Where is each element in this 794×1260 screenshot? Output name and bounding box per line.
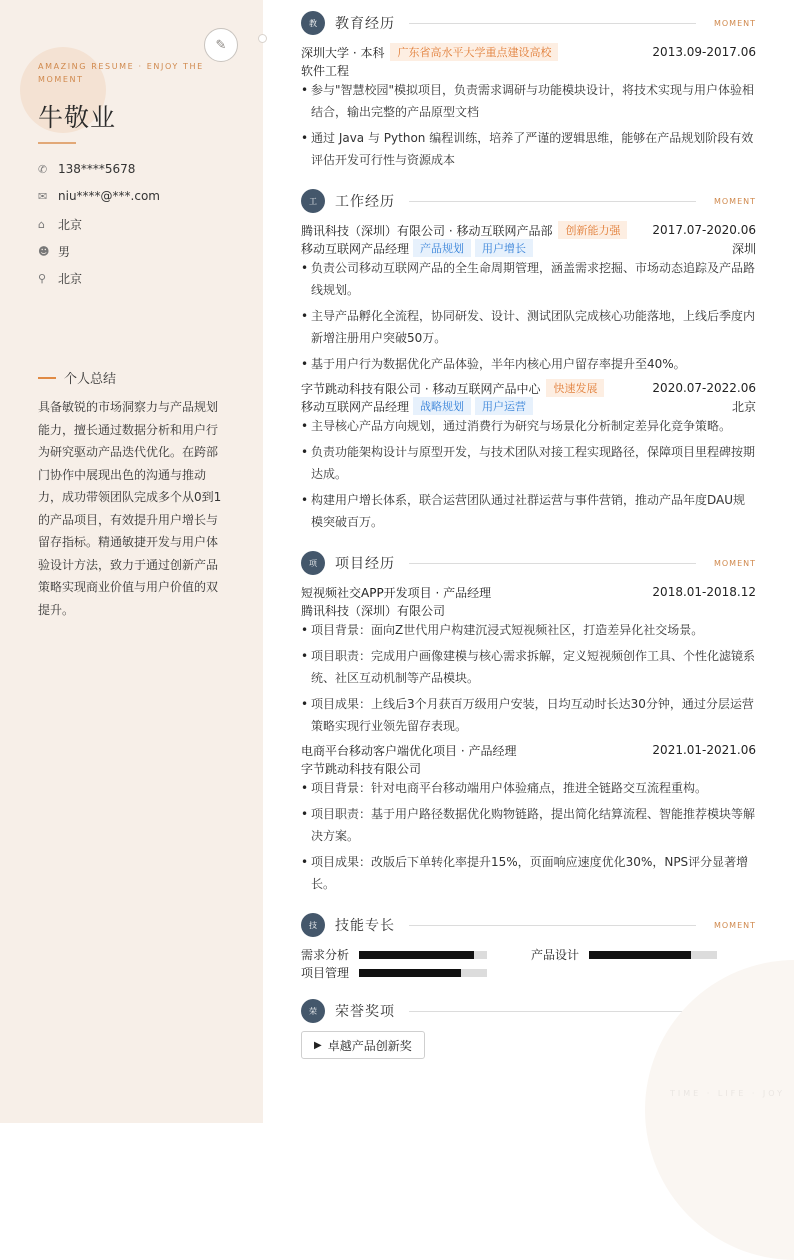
tagline: AMAZING RESUME · ENJOY THE MOMENT: [38, 62, 204, 84]
project-title: 短视频社交APP开发项目 · 产品经理: [301, 585, 492, 600]
job-header: [301, 222, 756, 238]
job-role: 移动互联网产品经理: [301, 399, 410, 414]
project-dates: 2018.01-2018.12: [652, 585, 756, 599]
list-item: • 主导核心产品方向规划，通过消费行为研究与场景化分析制定差异化竞争策略。: [301, 415, 756, 437]
skill-item: [301, 964, 487, 981]
project-header: [301, 584, 756, 600]
list-item: • 参与"智慧校园"模拟项目，负责需求调研与功能模块设计，将技术实现与用户体验相结合，输出完整的产品原型文档: [301, 79, 756, 123]
section-moment: MOMENT: [713, 196, 756, 206]
school-tag: 广东省高水平大学重点建设高校: [390, 43, 558, 61]
location-icon: ⚲: [38, 272, 47, 285]
phone-icon: ✆: [38, 162, 48, 176]
mail-icon: ✉: [38, 189, 48, 203]
contact-phone: [38, 162, 135, 176]
summary-text: 具备敏锐的市场洞察力与产品规划能力，擅长通过数据分析和用户行为研究驱动产品迭代优化。在跨部门协作中展现出色的沟通与推动力，成功带领团队完成多个从0到1的产品项目，有效提升用户增长与留存指标。精通敏捷开发与用户体验设计方法，致力于通过创新产品策略实现商业价值与用户价值的双提升。: [38, 400, 222, 617]
job-dates: 2017.07-2020.06: [652, 223, 756, 237]
project-badge-icon: 项: [301, 551, 325, 575]
list-item: • 项目背景：面向Z世代用户构建沉浸式短视频社区，打造差异化社交场景。: [301, 619, 756, 641]
project-title: 电商平台移动客户端优化项目 · 产品经理: [301, 743, 517, 758]
list-item: • 主导产品孵化全流程，协同研发、设计、测试团队完成核心功能落地，上线后季度内新增注册用户突破50万。: [301, 305, 756, 349]
role-tag: 产品规划: [413, 239, 471, 257]
skill-name: 需求分析: [301, 948, 350, 962]
contact-home: [38, 216, 82, 233]
section-title: 项目经历: [335, 556, 395, 572]
list-item: • 项目成果：上线后3个月获百万级用户安装，日均互动时长达30分钟，通过分层运营策略实现行业领先留存表现。: [301, 693, 756, 737]
role-tag: 战略规划: [413, 397, 471, 415]
major: 软件工程: [301, 63, 350, 78]
section-work: [301, 189, 756, 213]
job-role: 移动互联网产品经理: [301, 241, 410, 256]
job-city: 深圳: [731, 241, 756, 256]
name-underline: [38, 142, 76, 144]
job-role-row: [301, 398, 756, 414]
section-divider: [409, 23, 696, 24]
school-name: 深圳大学 · 本科: [301, 45, 385, 60]
skill-bar-fill: [589, 951, 691, 959]
location-text: 北京: [58, 272, 83, 286]
skill-item: [531, 946, 717, 963]
education-header: [301, 44, 756, 60]
gender-icon: ☻: [38, 245, 50, 258]
job-tag: 创新能力强: [558, 221, 627, 239]
list-item: • 负责功能架构设计与原型开发，与技术团队对接工程实现路径，保障项目里程碑按期达成。: [301, 441, 756, 485]
work-badge-icon: 工: [301, 189, 325, 213]
summary-heading: [38, 368, 116, 387]
job-company: 腾讯科技（深圳）有限公司 · 移动互联网产品部: [301, 223, 553, 238]
section-moment: MOMENT: [713, 558, 756, 568]
skill-bar: [589, 951, 717, 959]
section-divider: [409, 563, 696, 564]
project-header: [301, 742, 756, 758]
project-company-row: [301, 760, 756, 776]
email-text: niu****@***.com: [58, 189, 160, 203]
decorative-dot: [258, 34, 267, 43]
skill-name: 产品设计: [531, 948, 580, 962]
summary-bar: [38, 377, 56, 379]
list-item: • 通过 Java 与 Python 编程训练，培养了严谨的逻辑思维，能够在产品规划阶段有效评估开发可行性与资源成本: [301, 127, 756, 171]
section-divider: [409, 201, 696, 202]
skill-bar-fill: [359, 951, 474, 959]
list-item: • 项目成果：改版后下单转化率提升15%，页面响应速度优化30%，NPS评分显著增长。: [301, 851, 756, 895]
skills-badge-icon: 技: [301, 913, 325, 937]
list-item: • 基于用户行为数据优化产品体验，半年内核心用户留存率提升至40%。: [301, 353, 756, 375]
list-item: • 项目背景：针对电商平台移动端用户体验痛点，推进全链路交互流程重构。: [301, 777, 756, 799]
project-company: 腾讯科技（深圳）有限公司: [301, 603, 446, 618]
project-company-row: [301, 602, 756, 618]
job-role-row: [301, 240, 756, 256]
education-major-row: [301, 62, 756, 78]
section-project: [301, 551, 756, 575]
role-tag: 用户运营: [475, 397, 533, 415]
education-dates: 2013.09-2017.06: [652, 45, 756, 59]
skill-name: 项目管理: [301, 966, 350, 980]
gender-text: 男: [58, 245, 71, 259]
contact-location: [38, 270, 82, 287]
project-dates: 2021.01-2021.06: [652, 743, 756, 757]
home-text: 北京: [58, 218, 83, 232]
section-title: 技能专长: [335, 918, 395, 934]
list-item: • 项目职责：基于用户路径数据优化购物链路，提出简化结算流程、智能推荐模块等解决方案。: [301, 803, 756, 847]
section-title: 荣誉奖项: [335, 1004, 395, 1020]
section-education: [301, 11, 756, 35]
contact-email: [38, 189, 160, 203]
role-tag: 用户增长: [475, 239, 533, 257]
contact-gender: [38, 243, 70, 260]
job-dates: 2020.07-2022.06: [652, 381, 756, 395]
candidate-name: 牛敬业: [38, 103, 117, 132]
section-moment: MOMENT: [713, 18, 756, 28]
watermark: TIME · LIFE · JOY: [670, 1089, 786, 1098]
summary-title: 个人总结: [64, 372, 117, 387]
pen-icon: ✎: [204, 28, 238, 62]
skill-item: [301, 946, 487, 963]
job-city: 北京: [731, 399, 756, 414]
job-tag: 快速发展: [546, 379, 604, 397]
section-title: 教育经历: [335, 16, 395, 32]
section-moment: MOMENT: [713, 920, 756, 930]
skill-bar-fill: [359, 969, 461, 977]
education-badge-icon: 教: [301, 11, 325, 35]
awards-badge-icon: 荣: [301, 999, 325, 1023]
list-item: • 构建用户增长体系，联合运营团队通过社群运营与事件营销，推动产品年度DAU规模突破百万。: [301, 489, 756, 533]
skill-bar: [359, 969, 487, 977]
home-icon: ⌂: [38, 218, 45, 231]
list-item: • 项目职责：完成用户画像建模与核心需求拆解，定义短视频创作工具、个性化滤镜系统、社区互动机制等产品模块。: [301, 645, 756, 689]
award-item: [301, 1031, 425, 1059]
section-divider: [409, 1011, 696, 1012]
section-skills: [301, 913, 756, 937]
phone-text: 138****5678: [58, 162, 136, 176]
project-company: 字节跳动科技有限公司: [301, 761, 422, 776]
section-title: 工作经历: [335, 194, 395, 210]
skill-bar: [359, 951, 487, 959]
play-icon: ▶: [314, 1039, 322, 1051]
job-header: [301, 380, 756, 396]
award-name: 卓越产品创新奖: [327, 1038, 412, 1053]
list-item: • 负责公司移动互联网产品的全生命周期管理，涵盖需求挖掘、市场动态追踪及产品路线规划。: [301, 257, 756, 301]
job-company: 字节跳动科技有限公司 · 移动互联网产品中心: [301, 381, 541, 396]
section-divider: [409, 925, 696, 926]
